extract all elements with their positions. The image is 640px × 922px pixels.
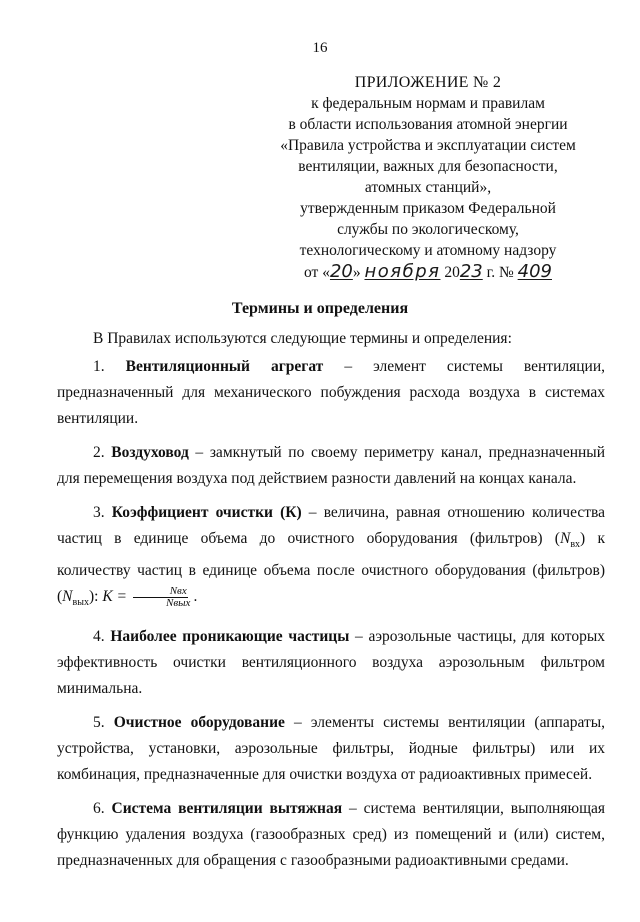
term-number: 1.: [93, 358, 105, 375]
formula-denominator: Nвых: [166, 597, 191, 610]
term-dash: –: [342, 800, 364, 818]
term-paragraph-2: [57, 440, 605, 492]
appendix-line: «Правила устройства и эксплуатации систем: [280, 137, 576, 154]
order-day-handwritten: 20: [329, 261, 353, 282]
order-year-prefix: 20: [444, 264, 460, 281]
term-name: Система вентиляции вытяжная: [111, 800, 343, 818]
formula-lhs: K =: [102, 588, 127, 606]
appendix-line: к федеральным нормам и правилам: [311, 95, 545, 112]
order-number-handwritten: 409: [517, 261, 552, 282]
intro-paragraph: В Правилах используются следующие термины и определения:: [93, 330, 512, 347]
order-year-handwritten: 23: [459, 261, 483, 282]
term-name: Коэффициент очистки (К): [111, 504, 302, 521]
term-number: 6.: [93, 800, 105, 818]
term-paragraph-5: [57, 710, 605, 788]
term-paragraph-4: [57, 624, 605, 702]
order-number-label: г. №: [486, 264, 514, 281]
term-definition: система вентиляции, выполняющая функцию удаления воздуха (газообразных сред) из помещений и (или) систем, предназначенных для обращения с газообразными радиоактивными средами.: [57, 800, 606, 870]
term-number: 4.: [93, 628, 105, 646]
term-paragraph-6: [57, 796, 605, 874]
term-definition: величина, равная отношению количества частиц в единице объема до очистного оборудования (фильтров) (: [57, 504, 606, 547]
n-out-subscript: вых: [72, 597, 89, 609]
n-out-symbol: N: [62, 588, 73, 606]
term-dash: –: [188, 444, 210, 461]
term-number: 3.: [93, 504, 105, 521]
appendix-line: службы по экологическому,: [337, 221, 519, 238]
term-definition: аэрозольные частицы, для которых эффективность очистки вентиляционного воздуха аэрозольным фильтром минимальна.: [57, 628, 605, 698]
term-definition: замкнутый по своему периметру канал, предназначенный для перемещения воздуха под действием разности давлений на концах канала.: [57, 444, 606, 487]
formula-numerator: Nвх: [133, 586, 188, 598]
term-dash: –: [301, 504, 324, 521]
appendix-line: технологическому и атомному надзору: [299, 242, 557, 259]
term-number: 5.: [93, 714, 105, 732]
order-month-handwritten: ноября: [364, 261, 441, 282]
appendix-line: атомных станций»,: [364, 179, 492, 196]
order-date-line: [270, 261, 586, 283]
term-number: 2.: [93, 444, 105, 461]
order-date-quote: »: [352, 264, 361, 281]
term-name: Очистное оборудование: [113, 714, 285, 732]
appendix-title: ПРИЛОЖЕНИЕ № 2: [354, 74, 502, 91]
cleaning-coefficient-formula: [102, 585, 198, 610]
term-paragraph-3: [57, 500, 605, 616]
term-definition: элемент системы вентиляции, предназначенный для механического побуждения расхода воздуха в системах вентиляции.: [57, 358, 605, 427]
section-title: Термины и определения: [231, 300, 409, 317]
order-date-prefix: от «: [304, 264, 330, 281]
term-definition: элементы системы вентиляции (аппараты, устройства, установки, аэрозольные фильтры, йодные фильтры) или их комбинация, предназначенные для очистки воздуха от радиоактивных примесей.: [57, 714, 606, 784]
term-dash: –: [349, 628, 369, 646]
term-name: Наиболее проникающие частицы: [110, 628, 350, 646]
terms-body: [57, 326, 605, 882]
term-dash: –: [284, 714, 311, 732]
term-definition-cont: ):: [88, 588, 103, 606]
appendix-line: в области использования атомной энергии: [288, 116, 568, 133]
appendix-line: утвержденным приказом Федеральной: [300, 200, 556, 217]
formula-end: .: [193, 588, 198, 606]
appendix-line: вентиляции, важных для безопасности,: [298, 158, 558, 175]
term-paragraph-1: [57, 354, 605, 432]
n-in-symbol: N: [559, 530, 571, 547]
formula-fraction: [129, 586, 191, 609]
term-dash: –: [323, 358, 374, 375]
term-definition-cont: ) к количеству частиц в единице объема после очистного оборудования (фильтров) (: [57, 530, 605, 606]
n-in-subscript: вх: [570, 539, 581, 551]
term-name: Воздуховод: [111, 444, 189, 461]
term-name: Вентиляционный агрегат: [125, 358, 324, 375]
page-number: 16: [312, 40, 328, 56]
appendix-header: [270, 72, 586, 283]
